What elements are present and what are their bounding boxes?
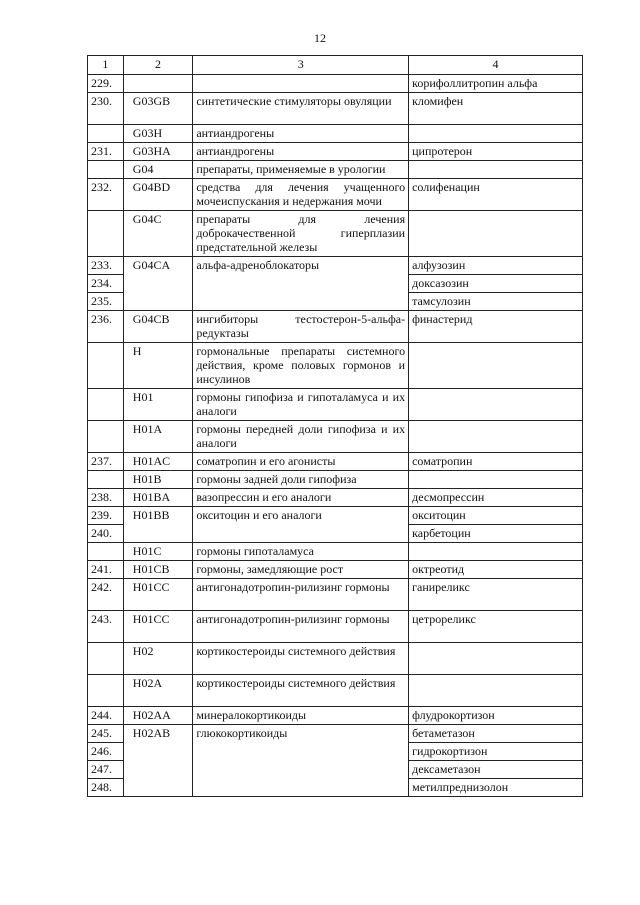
group-name-cell: препараты для лечения доброкачественной гиперплазии предстательной железы <box>193 211 409 257</box>
drug-name-cell <box>409 675 583 707</box>
row-number-cell: 234. <box>88 275 124 293</box>
atc-code-cell: H01B <box>123 471 193 489</box>
header-col-1: 1 <box>88 56 124 75</box>
drug-name-cell <box>409 343 583 389</box>
drug-name-cell: гидрокортизон <box>409 743 583 761</box>
table-row <box>88 311 583 343</box>
atc-code-cell: H01CB <box>123 561 193 579</box>
drug-name-cell: корифоллитропин альфа <box>409 75 583 93</box>
atc-code-cell: G04C <box>123 211 193 257</box>
group-name-cell: окситоцин и его аналоги <box>193 507 409 543</box>
drug-name-cell: тамсулозин <box>409 293 583 311</box>
row-number-cell: 244. <box>88 707 124 725</box>
row-number-cell <box>88 675 124 707</box>
row-number-cell: 239. <box>88 507 124 525</box>
group-name-cell: антиандрогены <box>193 143 409 161</box>
row-number-cell: 238. <box>88 489 124 507</box>
drug-name-cell <box>409 643 583 675</box>
table-row <box>88 93 583 125</box>
atc-code-cell: H01BA <box>123 489 193 507</box>
drug-name-cell: дексаметазон <box>409 761 583 779</box>
drug-name-cell: октреотид <box>409 561 583 579</box>
drug-name-cell: десмопрессин <box>409 489 583 507</box>
table-row <box>88 725 583 743</box>
drug-name-cell: финастерид <box>409 311 583 343</box>
drug-name-cell <box>409 471 583 489</box>
group-name-cell: ингибиторы тестостерон-5-альфа-редуктазы <box>193 311 409 343</box>
row-number-cell: 232. <box>88 179 124 211</box>
row-number-cell: 230. <box>88 93 124 125</box>
row-number-cell: 247. <box>88 761 124 779</box>
drug-name-cell <box>409 161 583 179</box>
atc-code-cell: H02AB <box>123 725 193 797</box>
table-row <box>88 211 583 257</box>
drug-name-cell: ципротерон <box>409 143 583 161</box>
row-number-cell <box>88 389 124 421</box>
atc-code-cell: G03H <box>123 125 193 143</box>
atc-code-cell: H01CC <box>123 611 193 643</box>
group-name-cell: гормональные препараты системного действия, кроме половых гормонов и инсулинов <box>193 343 409 389</box>
drug-name-cell <box>409 211 583 257</box>
group-name-cell: вазопрессин и его аналоги <box>193 489 409 507</box>
table-row <box>88 421 583 453</box>
drug-name-cell <box>409 125 583 143</box>
row-number-cell <box>88 421 124 453</box>
atc-code-cell: H02A <box>123 675 193 707</box>
page-number: 12 <box>314 31 326 45</box>
medicines-table <box>87 55 583 797</box>
row-number-cell: 241. <box>88 561 124 579</box>
row-number-cell: 233. <box>88 257 124 275</box>
group-name-cell: средства для лечения учащенного мочеиспускания и недержания мочи <box>193 179 409 211</box>
table-row <box>88 161 583 179</box>
row-number-cell <box>88 211 124 257</box>
row-number-cell: 235. <box>88 293 124 311</box>
atc-code-cell: G03HA <box>123 143 193 161</box>
drug-name-cell: ганиреликс <box>409 579 583 611</box>
group-name-cell: соматропин и его агонисты <box>193 453 409 471</box>
table-row <box>88 507 583 525</box>
atc-code-cell: G03GB <box>123 93 193 125</box>
header-col-4: 4 <box>409 56 583 75</box>
row-number-cell: 236. <box>88 311 124 343</box>
row-number-cell: 243. <box>88 611 124 643</box>
row-number-cell: 231. <box>88 143 124 161</box>
drug-name-cell: флудрокортизон <box>409 707 583 725</box>
drug-name-cell <box>409 389 583 421</box>
group-name-cell <box>193 75 409 93</box>
atc-code-cell: G04CA <box>123 257 193 311</box>
row-number-cell: 242. <box>88 579 124 611</box>
group-name-cell: гормоны гипоталамуса <box>193 543 409 561</box>
drug-name-cell: солифенацин <box>409 179 583 211</box>
group-name-cell: глюкокортикоиды <box>193 725 409 797</box>
drug-name-cell: метилпреднизолон <box>409 779 583 797</box>
atc-code-cell: G04CB <box>123 311 193 343</box>
row-number-cell: 240. <box>88 525 124 543</box>
row-number-cell <box>88 343 124 389</box>
drug-name-cell: окситоцин <box>409 507 583 525</box>
row-number-cell <box>88 643 124 675</box>
table-row <box>88 471 583 489</box>
table-row <box>88 707 583 725</box>
drug-name-cell: доксазозин <box>409 275 583 293</box>
drug-name-cell <box>409 543 583 561</box>
atc-code-cell: H01CC <box>123 579 193 611</box>
drug-name-cell: цетрореликс <box>409 611 583 643</box>
table-row <box>88 489 583 507</box>
atc-code-cell: H <box>123 343 193 389</box>
table-body <box>88 56 583 797</box>
group-name-cell: синтетические стимуляторы овуляции <box>193 93 409 125</box>
table-row <box>88 675 583 707</box>
table-row <box>88 389 583 421</box>
table-row <box>88 579 583 611</box>
table-row <box>88 453 583 471</box>
header-col-3: 3 <box>193 56 409 75</box>
group-name-cell: антигонадотропин-рилизинг гормоны <box>193 611 409 643</box>
group-name-cell: антиандрогены <box>193 125 409 143</box>
group-name-cell: антигонадотропин-рилизинг гормоны <box>193 579 409 611</box>
drug-name-cell: бетаметазон <box>409 725 583 743</box>
group-name-cell: препараты, применяемые в урологии <box>193 161 409 179</box>
group-name-cell: минералокортикоиды <box>193 707 409 725</box>
header-row <box>88 56 583 75</box>
atc-code-cell: H01AC <box>123 453 193 471</box>
drug-name-cell: алфузозин <box>409 257 583 275</box>
header-col-2: 2 <box>123 56 193 75</box>
table-row <box>88 611 583 643</box>
row-number-cell <box>88 161 124 179</box>
table-row <box>88 643 583 675</box>
group-name-cell: гормоны гипофиза и гипоталамуса и их аналоги <box>193 389 409 421</box>
atc-code-cell: H01A <box>123 421 193 453</box>
group-name-cell: кортикостероиды системного действия <box>193 643 409 675</box>
table-row <box>88 179 583 211</box>
drug-name-cell: карбетоцин <box>409 525 583 543</box>
atc-code-cell: G04 <box>123 161 193 179</box>
row-number-cell <box>88 471 124 489</box>
group-name-cell: гормоны передней доли гипофиза и их аналоги <box>193 421 409 453</box>
row-number-cell: 245. <box>88 725 124 743</box>
table-row <box>88 143 583 161</box>
table-row <box>88 257 583 275</box>
table-row <box>88 343 583 389</box>
table-row <box>88 75 583 93</box>
atc-code-cell <box>123 75 193 93</box>
atc-code-cell: H02 <box>123 643 193 675</box>
row-number-cell <box>88 125 124 143</box>
row-number-cell: 237. <box>88 453 124 471</box>
table-row <box>88 125 583 143</box>
drug-name-cell: соматропин <box>409 453 583 471</box>
group-name-cell: гормоны, замедляющие рост <box>193 561 409 579</box>
atc-code-cell: G04BD <box>123 179 193 211</box>
drug-name-cell <box>409 421 583 453</box>
group-name-cell: гормоны задней доли гипофиза <box>193 471 409 489</box>
atc-code-cell: H02AA <box>123 707 193 725</box>
row-number-cell: 248. <box>88 779 124 797</box>
drug-name-cell: кломифен <box>409 93 583 125</box>
table-row <box>88 561 583 579</box>
atc-code-cell: H01C <box>123 543 193 561</box>
atc-code-cell: H01 <box>123 389 193 421</box>
atc-code-cell: H01BB <box>123 507 193 543</box>
group-name-cell: кортикостероиды системного действия <box>193 675 409 707</box>
row-number-cell: 246. <box>88 743 124 761</box>
row-number-cell <box>88 543 124 561</box>
row-number-cell: 229. <box>88 75 124 93</box>
table-row <box>88 543 583 561</box>
group-name-cell: альфа-адреноблокаторы <box>193 257 409 311</box>
